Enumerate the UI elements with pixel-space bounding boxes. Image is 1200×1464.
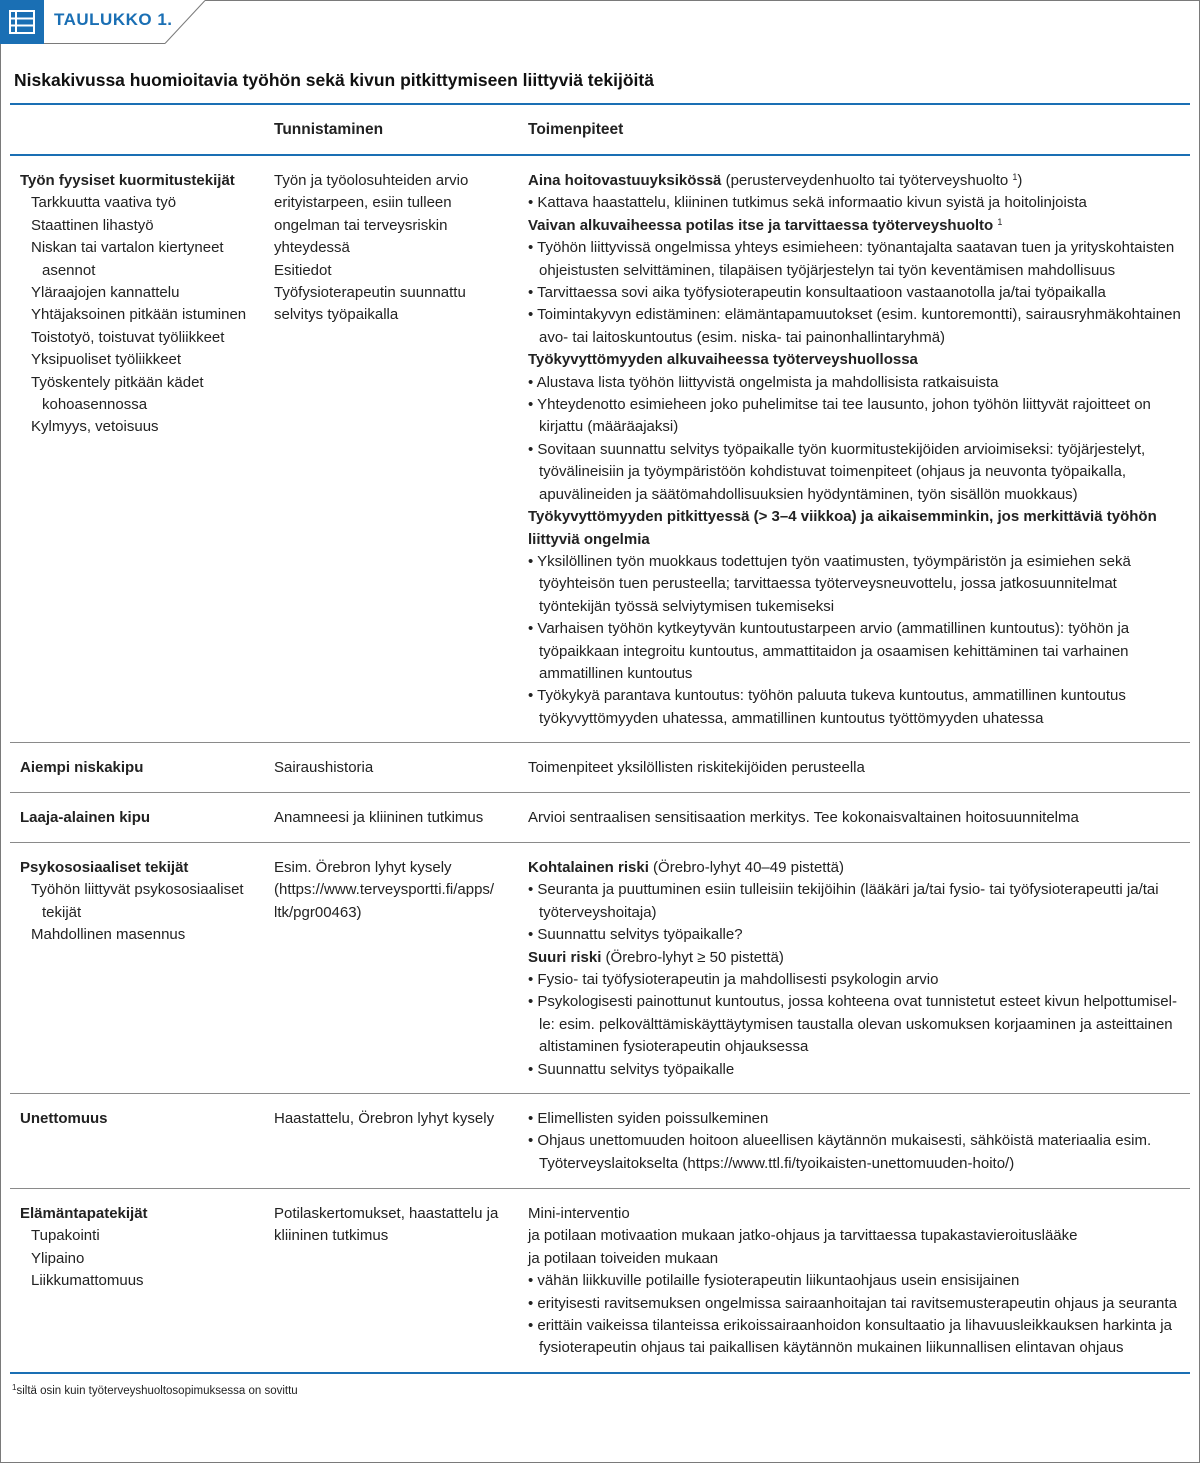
action-bullet: • Psykologisesti painottunut kuntoutus, jossa kohteena ovat tunnistetut esteet kivun helpottumisel- — [528, 993, 1177, 1011]
action-line: Mini-interventio — [528, 1205, 630, 1222]
identify-line: kliininen tutkimus — [274, 1227, 389, 1245]
factor-title: Työn fyysiset kuormitustekijät — [20, 172, 235, 189]
action-bullet-text: Ohjaus unettomuuden hoitoon alueellisen käytännön mukaisesti, sähköistä materiaalia esim. — [537, 1132, 1152, 1150]
factor-item: Yksipuoliset työliikkeet — [31, 351, 182, 369]
identify-line: Potilaskertomukset, haastattelu ja — [274, 1205, 499, 1222]
action-bullet: • Elimellisten syiden poissulkeminen — [528, 1110, 769, 1127]
identify-line: erityistarpeen, esiin tulleen — [274, 194, 452, 212]
row-divider — [10, 742, 1190, 743]
action-bullet-cont: ammatillinen kuntoutus — [539, 664, 693, 682]
identify-line: ltk/pgr00463) — [274, 903, 362, 921]
action-text: Arvioi sentraalisen sensitisaation merkitys. Tee kokonaisvaltainen hoitosuunnitelma — [528, 809, 1079, 826]
action-bullet-text: Alustava lista työhön liittyvistä ongelmista ja mahdollisista ratkaisuista — [536, 373, 999, 391]
action-heading — [528, 947, 1188, 969]
table-label: TAULUKKO 1. — [54, 10, 173, 29]
factor-item: asennot — [42, 261, 96, 279]
action-heading-rest: (Örebro-lyhyt ≥ 50 pistettä) — [601, 948, 784, 966]
footnote-text: siltä osin kuin työterveyshuoltosopimuksessa on sovittu — [16, 1385, 298, 1397]
action-bullet-text: Työhön liittyvissä ongelmissa yhteys esimieheen: työnantajalta saatavan tuen ja yrityskohtaisten — [537, 239, 1175, 257]
identify-cell — [274, 170, 519, 327]
action-bullet-text: Seuranta ja puuttuminen esiin tulleisiin tekijöihin (lääkäri ja/tai fysio- tai työfysioterapeutti ja/tai — [537, 881, 1159, 899]
action-bullet: • Työkykyä parantava kuntoutus: työhön paluuta tukeva kuntoutus, ammatillinen kuntoutus — [528, 687, 1126, 705]
action-bullet-cont: kirjattu (määräajaksi) — [539, 418, 679, 436]
action-heading-rest: (perusterveydenhuolto tai työterveyshuolto — [721, 172, 1013, 189]
column-header-identify: Tunnistaminen — [274, 121, 384, 138]
factor-title: Laaja-alainen kipu — [20, 809, 151, 826]
identify-line: Sairaushistoria — [274, 759, 374, 776]
action-bullet-cont: työntekijän työssä selviytymisen tukemiseksi — [539, 597, 835, 615]
title-rule — [10, 103, 1190, 105]
action-heading-bold: Suuri riski — [528, 948, 602, 966]
factor-title: Aiempi niskakipu — [20, 759, 144, 776]
factor-item: Niskan tai vartalon kiertyneet — [31, 239, 224, 257]
identify-line: Työfysioterapeutin suunnattu — [274, 284, 466, 302]
action-heading-tail: ) — [1017, 172, 1023, 189]
factor-item: kohoasennossa — [42, 396, 148, 414]
action-bullet: • vähän liikkuville potilaille fysioterapeutin liikuntaohjaus usein ensisijainen — [528, 1272, 1020, 1290]
column-header-actions: Toimenpiteet — [528, 121, 624, 138]
action-bullet: • Suunnattu selvitys työpaikalle? — [528, 926, 743, 944]
identify-line: Anamneesi ja kliininen tutkimus — [274, 809, 484, 826]
action-bullet-cont: työkyvyttömyyden uhatessa, ammatillinen kuntoutus työttömyyden uhatessa — [539, 709, 1044, 727]
bottom-rule — [10, 1372, 1190, 1374]
factor-title: Elämäntapatekijät — [20, 1205, 148, 1222]
action-bullet-text: Työkykyä parantava kuntoutus: työhön paluuta tukeva kuntoutus, ammatillinen kuntoutus — [537, 687, 1126, 705]
action-bullet: • Varhaisen työhön kytkeytyvän kuntoutustarpeen arvio (ammatillinen kuntoutus): työhön ja — [528, 620, 1130, 638]
row-divider — [10, 842, 1190, 843]
action-bullet-text: Suunnattu selvitys työpaikalle? — [537, 926, 743, 944]
factor-title: Unettomuus — [20, 1110, 108, 1127]
action-bullet-text: Toimintakyvyn edistäminen: elämäntapamuutokset (esim. kuntoremontti), sairausryhmäkohtainen — [537, 306, 1181, 324]
action-bullet: • Alustava lista työhön liittyvistä ongelmista ja mahdollisista ratkaisuista — [528, 373, 999, 391]
action-bullet-cont: työpaikkaan integroitu kuntoutus, ammattitaidon ja osaamisen kehittäminen tai varhainen — [539, 642, 1129, 660]
action-bullet-cont: altistaminen fysioterapeutin ohjauksessa — [539, 1038, 809, 1056]
identify-line: Haastattelu, Örebron lyhyt kysely — [274, 1110, 495, 1127]
table-tab — [0, 0, 1200, 44]
factor-item: Yläraajojen kannattelu — [31, 284, 180, 302]
action-bullet-cont: työyhteisön tuen perusteella; tarvittaessa työterveysneuvottelu, jossa jatkosuunnitelmat — [539, 575, 1117, 593]
identify-line: selvitys työpaikalla — [274, 306, 399, 324]
action-bullet-cont: Työterveyslaitokselta (https://www.ttl.fi/tyoikaisten-unettomuuden-hoito/) — [539, 1154, 1015, 1172]
action-heading-bold: Työkyvyttömyyden alkuvaiheessa työterveyshuollossa — [528, 351, 918, 369]
action-bullet-cont: fysioterapeutin ohjaus tai paikallisen käytännön mukainen liikunnallisen elintavan ohjaus — [539, 1339, 1124, 1357]
action-bullet: • erityisesti ravitsemuksen ongelmissa sairaanhoitajan tai ravitsemusterapeutin ohjaus ja seuranta — [528, 1294, 1177, 1312]
row-divider — [10, 792, 1190, 793]
factor-item: Tarkkuutta vaativa työ — [31, 194, 177, 212]
identify-line: ongelman tai terveysriskin — [274, 216, 448, 234]
action-heading-bold: liittyviä ongelmia — [528, 530, 650, 548]
action-bullet-text: vähän liikkuville potilaille fysioterapeutin liikuntaohjaus usein ensisijainen — [537, 1272, 1020, 1290]
action-bullet: • Fysio- tai työfysioterapeutin ja mahdollisesti psykologin arvio — [528, 971, 939, 989]
action-bullet-cont: le: esim. pelkovälttämiskäyttäytymisen taustalla olevan uskomuksen korjaaminen ja asteittainen — [539, 1015, 1173, 1033]
actions-cell — [528, 170, 1188, 730]
footnote-marker: 1 — [12, 1383, 17, 1392]
action-bullet-text: Elimellisten syiden poissulkeminen — [537, 1110, 769, 1127]
footnote-ref: 1 — [997, 216, 1003, 227]
table-list-icon — [0, 0, 44, 44]
action-bullet-text: Tarvittaessa sovi aika työfysioterapeutin konsultaatioon vastaanotolla ja/tai työpaikalla — [537, 284, 1106, 302]
action-heading — [528, 170, 1188, 192]
action-bullet: • Toimintakyvyn edistäminen: elämäntapamuutokset (esim. kuntoremontti), sairausryhmäkohtainen — [528, 306, 1181, 324]
action-bullet: • Seuranta ja puuttuminen esiin tulleisiin tekijöihin (lääkäri ja/tai fysio- tai työfysioterapeutti ja/tai — [528, 881, 1159, 899]
action-bullet: • erittäin vaikeissa tilanteissa erikoissairaanhoidon konsultaatio ja lihavuusleikkauksen harkinta ja — [528, 1317, 1172, 1335]
action-bullet: • Yksilöllinen työn muokkaus todettujen työn vaatimusten, työympäristön ja esimiehen sekä — [528, 552, 1131, 570]
action-bullet: • Tarvittaessa sovi aika työfysioterapeutin konsultaatioon vastaanotolla ja/tai työpaikalla — [528, 284, 1106, 302]
action-bullet-text: Yksilöllinen työn muokkaus todettujen työn vaatimusten, työympäristön ja esimiehen sekä — [537, 552, 1131, 570]
factor-item: Liikkumattomuus — [31, 1272, 144, 1290]
action-bullet-text: Kattava haastattelu, kliininen tutkimus sekä informaatio kivun syistä ja hoitolinjoista — [537, 194, 1087, 212]
factor-item: tekijät — [42, 903, 82, 921]
action-bullet: • Kattava haastattelu, kliininen tutkimus sekä informaatio kivun syistä ja hoitolinjoista — [528, 194, 1087, 212]
identify-line: Työn ja työolosuhteiden arvio — [274, 172, 469, 189]
action-bullet-cont: työterveyshoitaja) — [539, 903, 657, 921]
factor-item: Työhön liittyvät psykososiaaliset — [31, 881, 244, 899]
action-line: ja potilaan motivaation mukaan jatko-ohjaus ja tarvittaessa tupakastavieroituslääke — [528, 1227, 1078, 1245]
factor-item: Mahdollinen masennus — [31, 926, 186, 944]
action-bullet: • Työhön liittyvissä ongelmissa yhteys esimieheen: työnantajalta saatavan tuen ja yrityskohtaisten — [528, 239, 1175, 257]
identify-line: yhteydessä — [274, 239, 350, 257]
action-bullet-text: Psykologisesti painottunut kuntoutus, jossa kohteena ovat tunnistetut esteet kivun helpottumisel- — [537, 993, 1177, 1011]
action-heading-bold: Vaivan alkuvaiheessa potilas itse ja tarvittaessa työterveyshuolto — [528, 216, 994, 234]
action-bullet: • Yhteydenotto esimieheen joko puhelimitse tai tee lausunto, johon työhön liittyvät rajoitteet on — [528, 396, 1151, 414]
action-bullet-text: Sovitaan suunnattu selvitys työpaikalle työn kuormitustekijöiden arvioimiseksi: työjärjestelyt, — [537, 440, 1146, 458]
factor-cell — [20, 170, 265, 439]
action-bullet: • Sovitaan suunnattu selvitys työpaikalle työn kuormitustekijöiden arvioimiseksi: työjärjestelyt, — [528, 440, 1146, 458]
identify-line: Esitiedot — [274, 261, 332, 279]
action-bullet-cont: ohjeistusten selvittäminen, tilapäisen työjärjestelyn tai työn keventämisen mahdollisuus — [539, 261, 1116, 279]
identify-line: (https://www.terveysportti.fi/apps/ — [274, 881, 495, 899]
factor-title: Psykososiaaliset tekijät — [20, 859, 189, 876]
factor-item: Toistotyö, toistuvat työliikkeet — [31, 328, 225, 346]
action-text: Toimenpiteet yksilöllisten riskitekijöiden perusteella — [528, 759, 865, 776]
action-heading-bold: Aina hoitovastuuyksikössä — [528, 172, 722, 189]
footnote-ref: 1 — [1012, 172, 1018, 182]
action-bullet-cont: työvälineisiin ja työympäristöön kohdistuvat toimenpiteet (ohjaus ja neuvonta työpaikalla, — [539, 463, 1126, 481]
header-rule — [10, 154, 1190, 156]
factor-item: Työskentely pitkään kädet — [31, 373, 204, 391]
factor-item: Staattinen lihastyö — [31, 216, 154, 234]
action-heading-bold: Kohtalainen riski — [528, 859, 649, 876]
factor-item: Kylmyys, vetoisuus — [31, 418, 159, 436]
action-heading-bold: Työkyvyttömyyden pitkittyessä (> 3–4 viikkoa) ja aikaisemminkin, jos merkittäviä työhön — [528, 508, 1157, 526]
tab-outline — [0, 0, 1200, 44]
action-bullet: • Suunnattu selvitys työpaikalle — [528, 1060, 735, 1078]
action-heading — [528, 215, 1188, 237]
factor-item: Tupakointi — [31, 1227, 100, 1245]
action-bullet-text: Yhteydenotto esimieheen joko puhelimitse tai tee lausunto, johon työhön liittyvät rajoitteet on — [537, 396, 1151, 414]
factor-item: Yhtäjaksoinen pitkään istuminen — [31, 306, 247, 324]
footnote — [12, 1385, 298, 1397]
action-bullet-text: erittäin vaikeissa tilanteissa erikoissairaanhoidon konsultaatio ja lihavuusleikkauksen harkinta ja — [537, 1317, 1172, 1335]
action-bullet-text: Fysio- tai työfysioterapeutin ja mahdollisesti psykologin arvio — [537, 971, 939, 989]
action-bullet-text: Varhaisen työhön kytkeytyvän kuntoutustarpeen arvio (ammatillinen kuntoutus): työhön ja — [537, 620, 1130, 638]
action-heading-rest: (Örebro-lyhyt 40–49 pistettä) — [648, 859, 844, 876]
factor-item: Ylipaino — [31, 1249, 85, 1267]
action-heading — [528, 857, 1188, 879]
action-bullet-text: Suunnattu selvitys työpaikalle — [537, 1060, 735, 1078]
action-bullet-cont: avo- tai laitoskuntoutus (esim. niska- tai painonhallintaryhmä) — [539, 328, 946, 346]
action-bullet: • Ohjaus unettomuuden hoitoon alueellisen käytännön mukaisesti, sähköistä materiaalia esim. — [528, 1132, 1152, 1150]
action-line: ja potilaan toiveiden mukaan — [528, 1249, 719, 1267]
action-bullet-text: erityisesti ravitsemuksen ongelmissa sairaanhoitajan tai ravitsemusterapeutin ohjaus ja seuranta — [537, 1294, 1177, 1312]
row-divider — [10, 1093, 1190, 1094]
action-bullet-cont: apuvälineiden ja säätömahdollisuuksien hyödyntäminen, työn sisällön muokkaus) — [539, 485, 1078, 503]
identify-line: Esim. Örebron lyhyt kysely — [274, 859, 452, 876]
row-divider — [10, 1188, 1190, 1189]
table-title: Niskakivussa huomioitavia työhön sekä kivun pitkittymiseen liittyviä tekijöitä — [14, 70, 654, 90]
